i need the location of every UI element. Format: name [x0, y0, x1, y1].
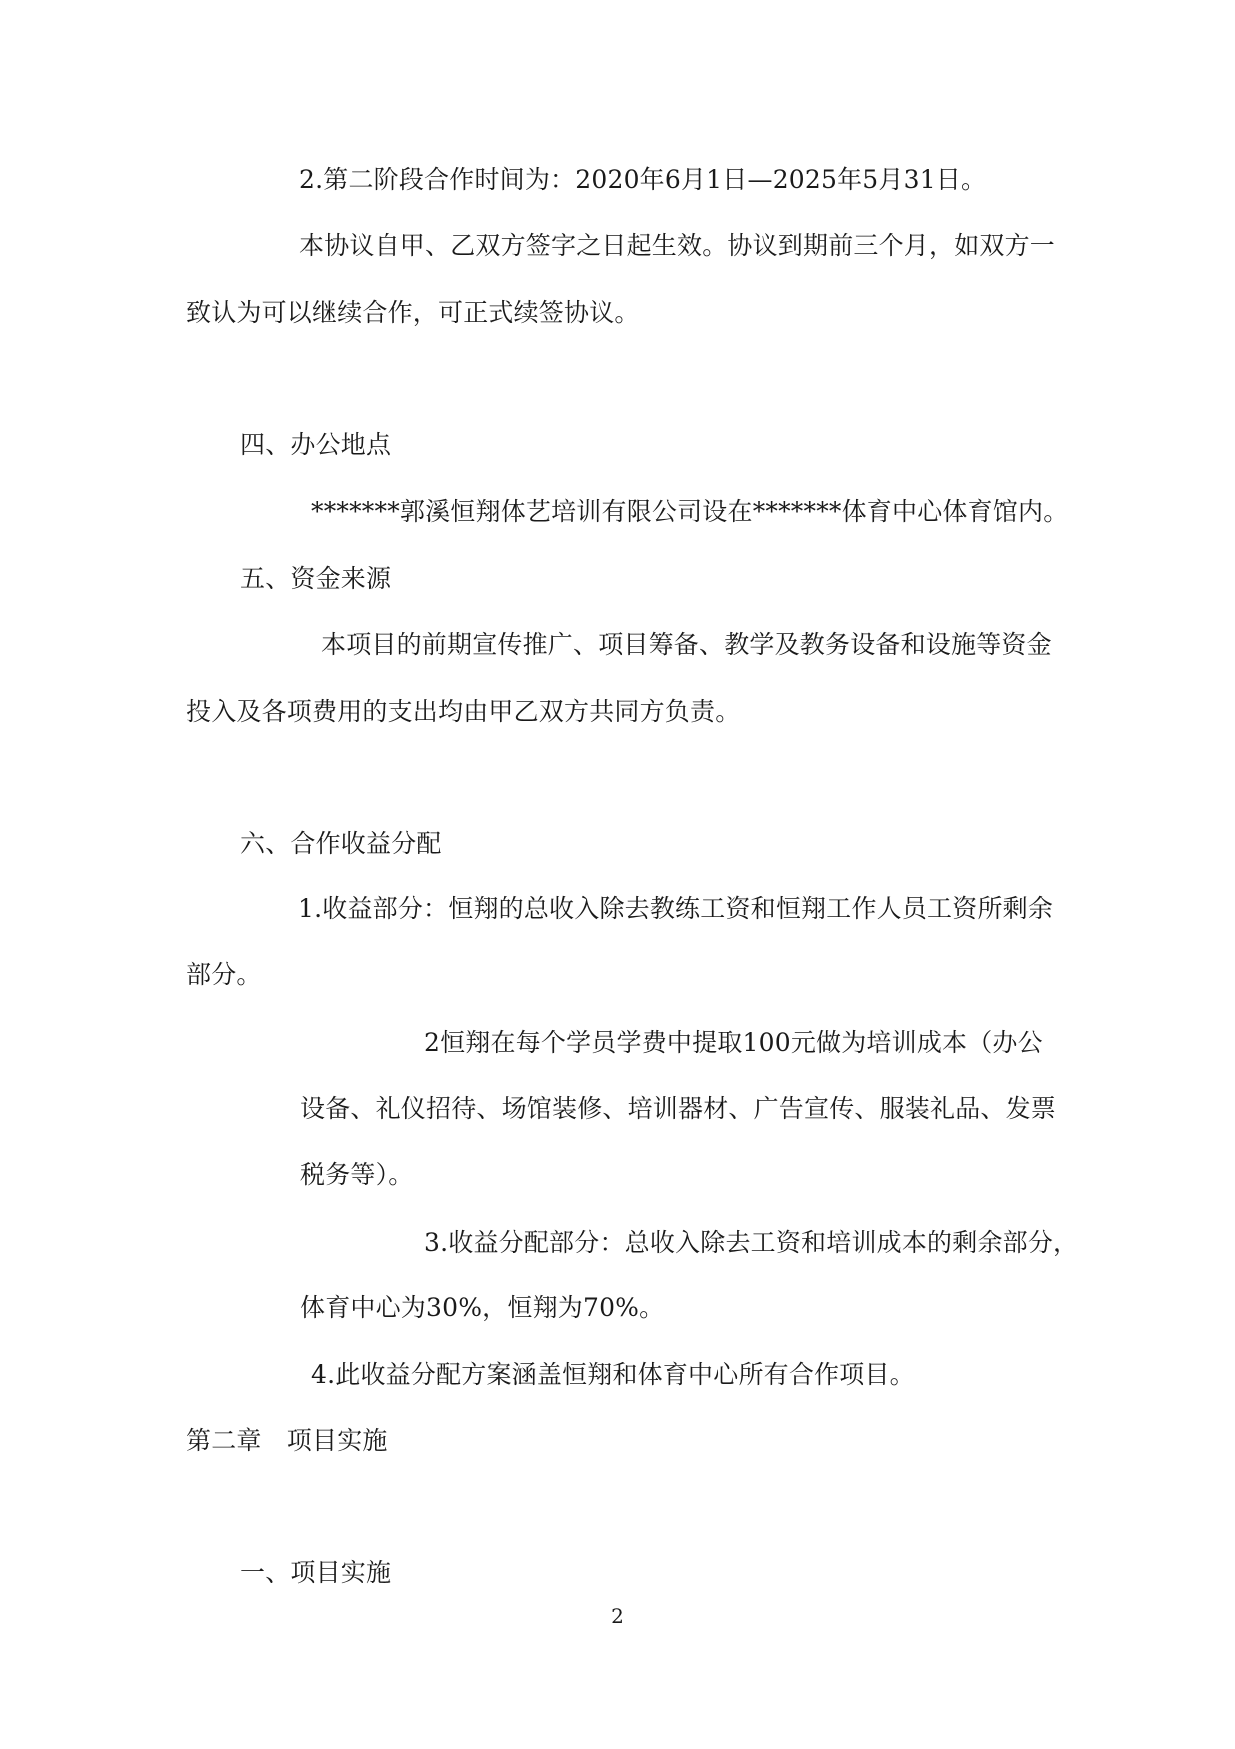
section-heading-revenue-distribution: 六、合作收益分配: [240, 829, 442, 858]
paragraph-training-cost-line-3: 税务等）。: [300, 1160, 414, 1189]
paragraph-revenue-part-line-2: 部分。: [186, 960, 262, 989]
paragraph-funding-source-line-1: 本项目的前期宣传推广、项目筹备、教学及教务设备和设施等资金: [321, 630, 1052, 659]
paragraph-training-cost-line-2: 设备、礼仪招待、场馆装修、培训器材、广告宣传、服装礼品、发票: [300, 1094, 1057, 1123]
paragraph-distribution-share-line-1: 3.收益分配部分：总收入除去工资和培训成本的剩余部分，: [424, 1228, 1079, 1257]
paragraph-office-location: *******郭溪恒翔体艺培训有限公司设在*******体育中心体育馆内。: [311, 497, 1069, 526]
paragraph-funding-source-line-2: 投入及各项费用的支出均由甲乙双方共同方负责。: [186, 697, 741, 726]
section-heading-project-implementation: 一、项目实施: [240, 1558, 392, 1587]
paragraph-phase-two-period: 2.第二阶段合作时间为：2020年6月1日—2025年5月31日。: [299, 165, 987, 194]
chapter-heading-project-implementation: 第二章 项目实施: [186, 1426, 388, 1455]
section-heading-office-location: 四、办公地点: [240, 430, 392, 459]
paragraph-distribution-scope: 4.此收益分配方案涵盖恒翔和体育中心所有合作项目。: [311, 1360, 915, 1389]
page-number: 2: [611, 1604, 624, 1628]
paragraph-training-cost-line-1: 2恒翔在每个学员学费中提取100元做为培训成本（办公: [424, 1028, 1043, 1057]
paragraph-revenue-part-line-1: 1.收益部分：恒翔的总收入除去教练工资和恒翔工作人员工资所剩余: [298, 894, 1054, 923]
paragraph-agreement-renewal: 致认为可以继续合作，可正式续签协议。: [186, 298, 640, 327]
paragraph-distribution-share-line-2: 体育中心为30%，恒翔为70%。: [300, 1293, 665, 1322]
paragraph-agreement-effective: 本协议自甲、乙双方签字之日起生效。协议到期前三个月，如双方一: [299, 231, 1056, 260]
section-heading-funding-source: 五、资金来源: [240, 564, 392, 593]
